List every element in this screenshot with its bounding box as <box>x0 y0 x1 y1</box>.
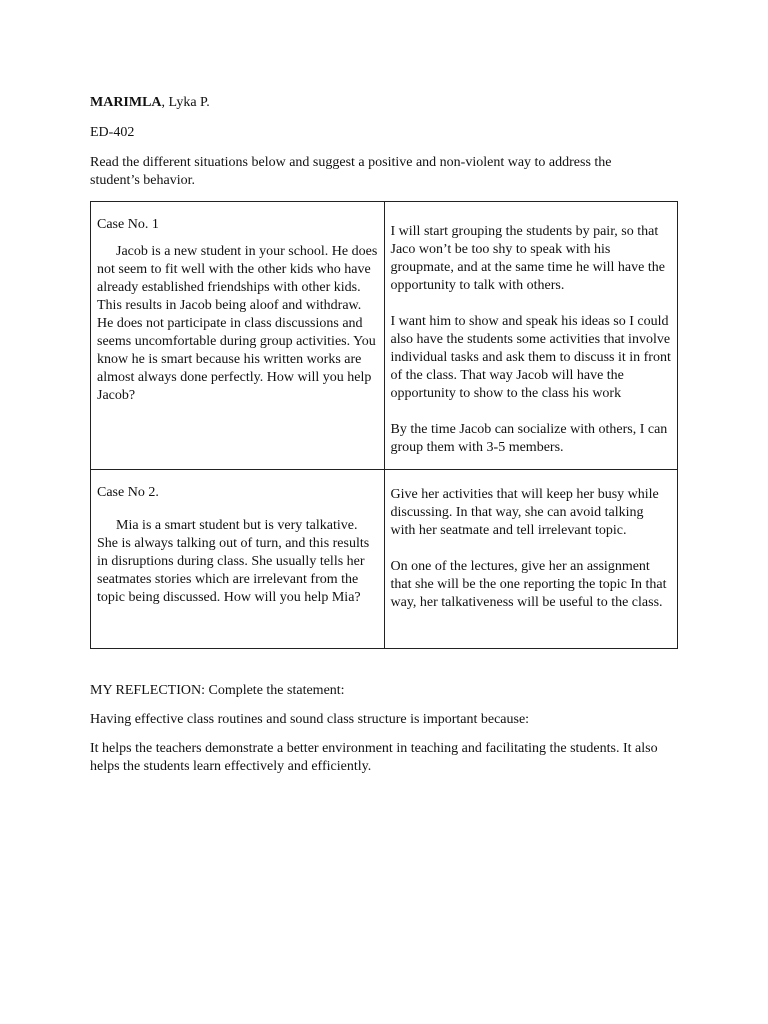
case-row-1 <box>91 202 678 470</box>
case-1-title: Case No. 1 <box>97 217 159 232</box>
case-1-response-cell <box>384 202 678 470</box>
reflection-answer: It helps the teachers demonstrate a better environment in teaching and facilitating the students. It also helps the students learn effectively and efficiently. <box>90 741 658 774</box>
author-given-name: , Lyka P. <box>161 95 210 110</box>
case-2-description: Mia is a smart student but is very talkative. She is always talking out of turn, and this results in disruptions during class. She usually tells her seatmates stories which are irrelevant from the topic being discussed. How will you help Mia? <box>97 518 370 605</box>
reflection-title: MY REFLECTION: Complete the statement: <box>90 683 345 698</box>
case-1-response-paragraph: By the time Jacob can socialize with others, I can group them with 3-5 members. <box>390 422 668 455</box>
instructions: Read the different situations below and suggest a positive and non-violent way to address the student’s behavior. <box>90 155 612 188</box>
reflection-question: Having effective class routines and sound class structure is important because: <box>90 712 530 727</box>
case-1-description: Jacob is a new student in your school. He does not seem to fit well with the other kids who have already established friendships with other kids. This results in Jacob being aloof and withdraw. He does not participate in class discussions and seems uncomfortable during group activities. You know he is smart because his written works are almost always done perfectly. How will you help Jacob? <box>97 244 378 403</box>
cases-table <box>90 201 678 649</box>
case-2-response-cell <box>384 470 678 649</box>
case-1-cell <box>91 202 385 470</box>
author-name <box>90 94 680 112</box>
case-2-title: Case No 2. <box>97 485 159 500</box>
case-2-response-paragraph: On one of the lectures, give her an assignment that she will be the one reporting the topic In that way, her talkativeness will be useful to the class. <box>390 559 667 610</box>
case-row-2 <box>91 470 678 649</box>
author-surname: MARIMLA <box>90 95 162 110</box>
course-code: ED-402 <box>90 125 135 140</box>
case-2-cell <box>91 470 385 649</box>
case-1-response-paragraph: I want him to show and speak his ideas so I could also have the students some activities that involve individual tasks and ask them to discuss it in front of the class. That way Jacob will have the opportunity to show to the class his work <box>390 314 671 401</box>
case-1-response-paragraph: I will start grouping the students by pair, so that Jaco won’t be too shy to speak with his groupmate, and at the same time he will have the opportunity to talk with others. <box>390 224 665 293</box>
case-2-response-paragraph: Give her activities that will keep her busy while discussing. In that way, she can avoid talking with her seatmate and tell irrelevant topic. <box>390 487 659 538</box>
